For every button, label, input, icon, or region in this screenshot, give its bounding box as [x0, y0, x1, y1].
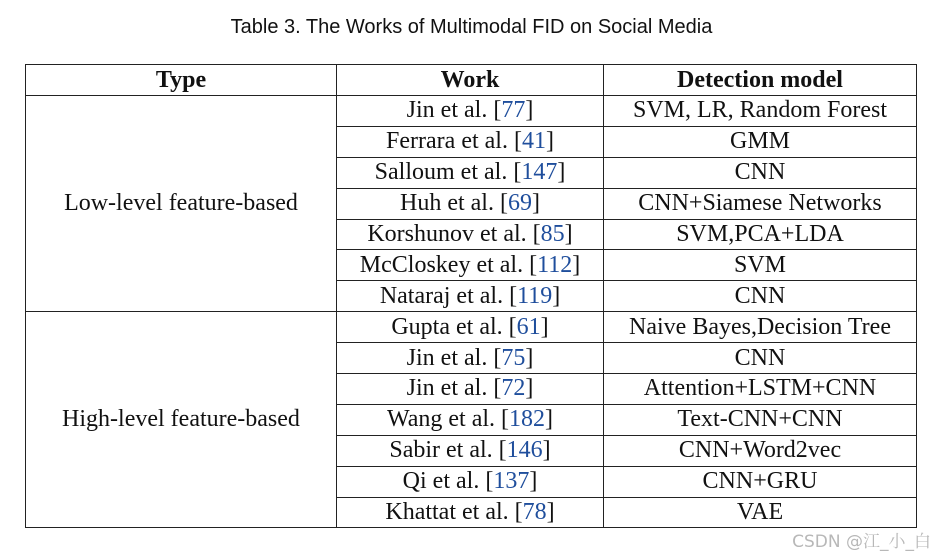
- bracket-close: ]: [525, 97, 534, 124]
- work-author: Salloum et al.: [374, 159, 508, 186]
- citation-link[interactable]: 72: [501, 375, 526, 402]
- work-cell: [337, 281, 604, 312]
- bracket-open: [: [487, 375, 502, 402]
- bracket-close: ]: [525, 375, 534, 402]
- table-body: [26, 96, 917, 528]
- type-cell: Low-level feature-based: [26, 96, 337, 312]
- citation-link[interactable]: 85: [540, 221, 565, 247]
- bracket-close: ]: [531, 190, 540, 217]
- work-author: Huh et al.: [400, 190, 494, 217]
- bracket-open: [: [479, 468, 494, 495]
- table-caption: Table 3. The Works of Multimodal FID on Social Media: [230, 16, 713, 38]
- bracket-close: ]: [546, 499, 555, 526]
- work-cell: [337, 466, 604, 497]
- bracket-open: [: [492, 437, 507, 464]
- citation-link[interactable]: 112: [537, 251, 573, 278]
- work-cell: [337, 188, 604, 219]
- detection-model-cell: Naive Bayes,Decision Tree: [604, 312, 917, 343]
- bracket-close: ]: [540, 313, 549, 340]
- bracket-open: [: [507, 159, 522, 186]
- citation-link[interactable]: 69: [507, 190, 532, 217]
- bracket-close: ]: [529, 468, 538, 495]
- work-cell: [337, 497, 604, 528]
- work-author: Korshunov et al.: [367, 221, 527, 247]
- work-author: Ferrara et al.: [386, 128, 508, 155]
- detection-model-cell: CNN+GRU: [604, 466, 917, 497]
- citation-link[interactable]: 147: [521, 159, 558, 186]
- bracket-open: [: [487, 97, 502, 124]
- bracket-open: [: [503, 282, 518, 309]
- bracket-close: ]: [552, 282, 561, 309]
- bracket-open: [: [495, 406, 510, 433]
- work-author: Jin et al.: [406, 344, 488, 371]
- bracket-close: ]: [525, 344, 534, 371]
- citation-link[interactable]: 137: [493, 468, 530, 495]
- bracket-close: ]: [572, 251, 581, 278]
- detection-model-cell: CNN: [604, 157, 917, 188]
- detection-model-cell: SVM, LR, Random Forest: [604, 96, 917, 127]
- work-author: McCloskey et al.: [359, 251, 524, 278]
- detection-model-cell: VAE: [604, 497, 917, 528]
- header-row: [26, 65, 917, 96]
- work-cell: [337, 250, 604, 281]
- citation-link[interactable]: 41: [521, 128, 546, 155]
- bracket-open: [: [493, 190, 508, 217]
- citation-link[interactable]: 119: [517, 282, 553, 309]
- header-work: Work: [337, 65, 604, 96]
- work-author: Gupta et al.: [391, 313, 503, 340]
- work-cell: [337, 96, 604, 127]
- work-cell: [337, 435, 604, 466]
- detection-model-cell: CNN+Siamese Networks: [604, 188, 917, 219]
- detection-model-cell: GMM: [604, 126, 917, 157]
- table-row: [26, 96, 917, 127]
- work-author: Nataraj et al.: [379, 282, 504, 309]
- work-author: Khattat et al.: [385, 499, 509, 526]
- detection-model-cell: SVM: [604, 250, 917, 281]
- bracket-close: ]: [557, 159, 566, 186]
- work-author: Qi et al.: [402, 468, 480, 495]
- detection-model-cell: Text-CNN+CNN: [604, 404, 917, 435]
- type-cell: High-level feature-based: [26, 312, 337, 528]
- citation-link[interactable]: 75: [501, 344, 526, 371]
- bracket-open: [: [508, 499, 523, 526]
- work-cell: [337, 219, 604, 250]
- work-author: Sabir et al.: [389, 437, 493, 464]
- detection-model-cell: SVM,PCA+LDA: [604, 219, 917, 250]
- header-type: Type: [26, 65, 337, 96]
- bracket-open: [: [526, 221, 541, 247]
- bracket-open: [: [523, 251, 538, 278]
- work-cell: [337, 126, 604, 157]
- work-author: Wang et al.: [386, 406, 496, 433]
- detection-model-cell: Attention+LSTM+CNN: [604, 374, 917, 405]
- work-cell: [337, 312, 604, 343]
- work-cell: [337, 404, 604, 435]
- bracket-close: ]: [545, 128, 554, 155]
- watermark: CSDN @江_小_白: [792, 532, 931, 552]
- detection-model-cell: CNN: [604, 281, 917, 312]
- work-cell: [337, 157, 604, 188]
- bracket-close: ]: [545, 406, 554, 433]
- header-detection-model: Detection model: [604, 65, 917, 96]
- bracket-close: ]: [564, 221, 573, 247]
- bracket-close: ]: [542, 437, 551, 464]
- bracket-open: [: [502, 313, 517, 340]
- work-author: Jin et al.: [406, 97, 488, 124]
- work-cell: [337, 374, 604, 405]
- citation-link[interactable]: 77: [501, 97, 526, 124]
- work-cell: [337, 343, 604, 374]
- detection-model-cell: CNN: [604, 343, 917, 374]
- citation-link[interactable]: 61: [516, 313, 541, 340]
- works-table: [25, 64, 917, 528]
- detection-model-cell: CNN+Word2vec: [604, 435, 917, 466]
- citation-link[interactable]: 78: [522, 499, 547, 526]
- citation-link[interactable]: 146: [506, 437, 543, 464]
- bracket-open: [: [507, 128, 522, 155]
- bracket-open: [: [487, 344, 502, 371]
- table-row: [26, 312, 917, 343]
- work-author: Jin et al.: [406, 375, 488, 402]
- citation-link[interactable]: 182: [509, 406, 546, 433]
